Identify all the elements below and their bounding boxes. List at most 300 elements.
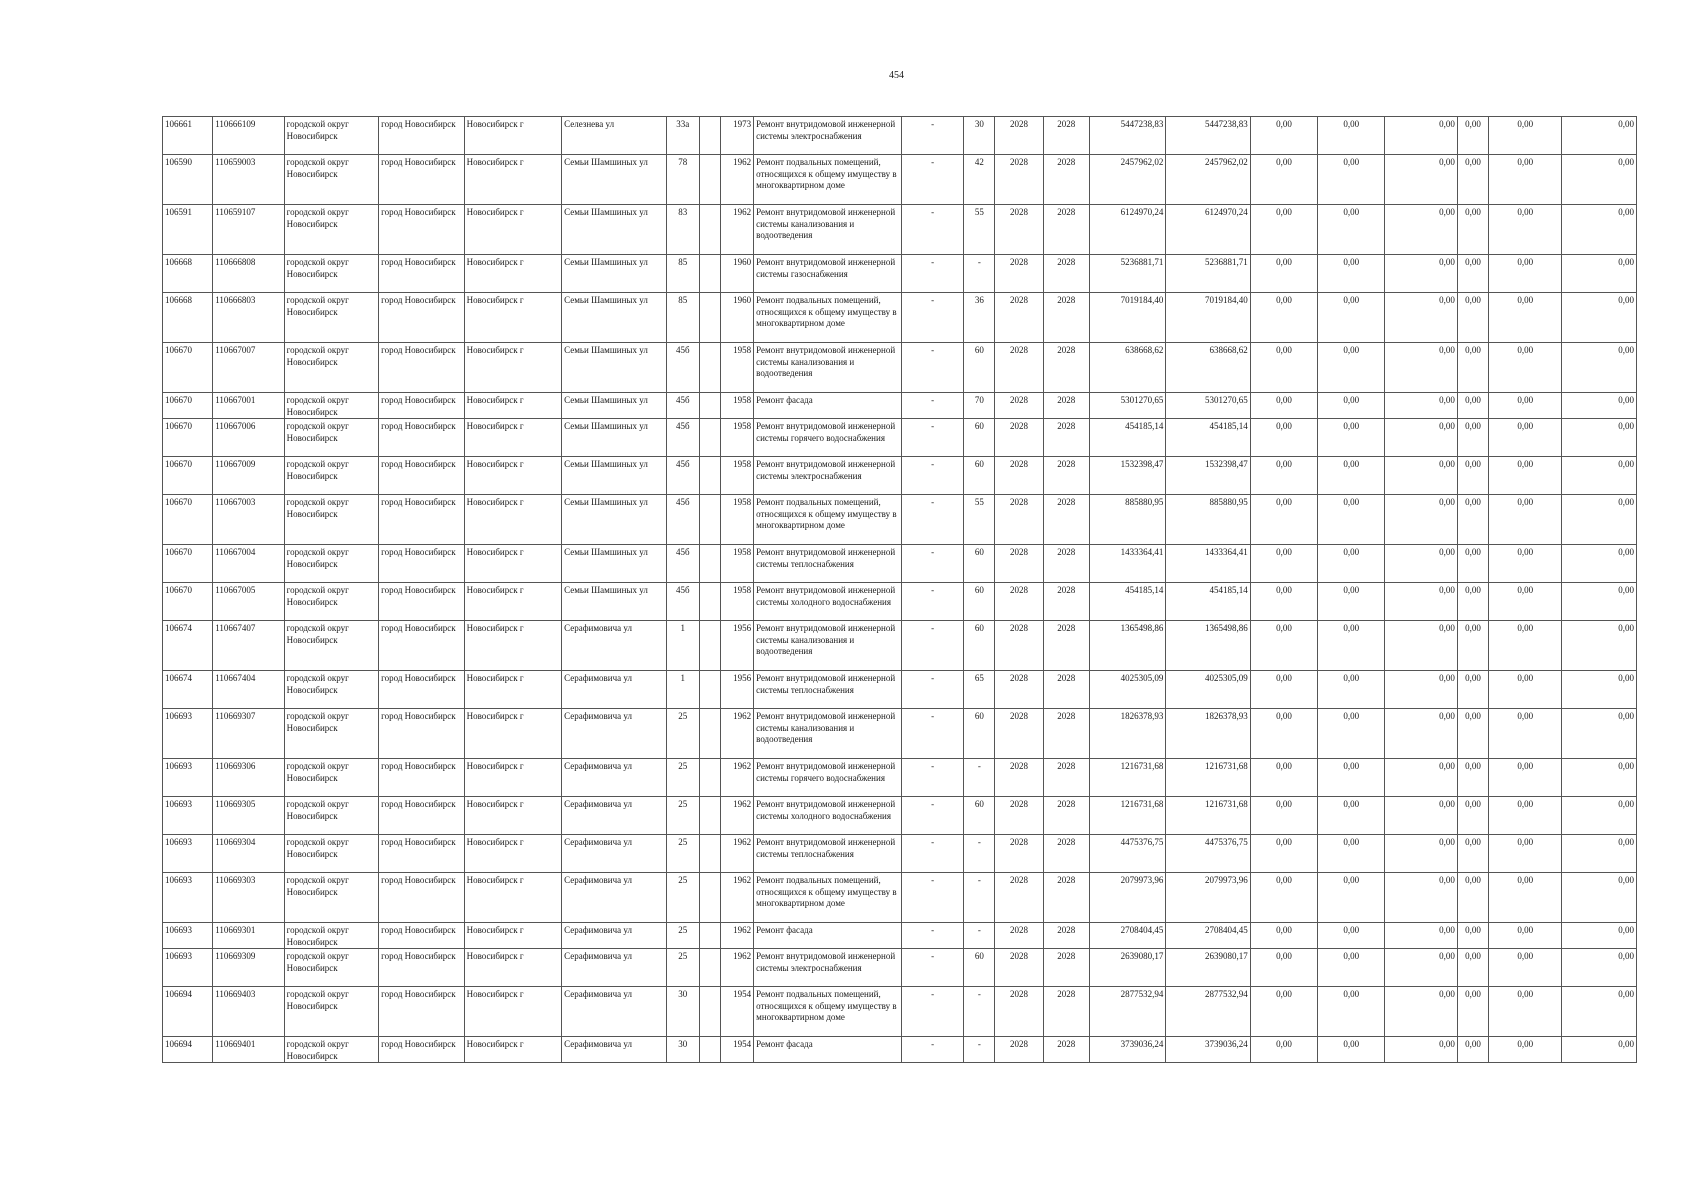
cell-city: Новосибирск г: [464, 495, 562, 545]
cell-record-id: 106670: [163, 457, 213, 495]
cell-municipality: городской округ Новосибирск: [284, 457, 379, 495]
cell-plan-year-end: 2028: [1043, 495, 1089, 545]
cell-wear-percent: 60: [964, 419, 995, 457]
cell-cost-other: 0,00: [1489, 117, 1562, 155]
cell-cost-owners: 0,00: [1457, 797, 1488, 835]
cell-settlement: город Новосибирск: [379, 393, 464, 419]
cell-cost-reserve: 0,00: [1562, 621, 1637, 671]
cell-plan-year-end: 2028: [1043, 873, 1089, 923]
cell-cost-other: 0,00: [1489, 709, 1562, 759]
cell-unit: -: [901, 583, 963, 621]
cell-record-id: 106693: [163, 835, 213, 873]
cell-service-id: 110667407: [213, 621, 284, 671]
cell-year-built: 1962: [720, 949, 753, 987]
cell-settlement: город Новосибирск: [379, 759, 464, 797]
cell-cost-other: 0,00: [1489, 671, 1562, 709]
cell-city: Новосибирск г: [464, 457, 562, 495]
cell-plan-year-end: 2028: [1043, 155, 1089, 205]
cell-unit: -: [901, 457, 963, 495]
cell-cost-owners: 0,00: [1457, 583, 1488, 621]
cell-house-number: 45б: [666, 419, 699, 457]
cell-plan-year-end: 2028: [1043, 949, 1089, 987]
cell-cost-regional: 0,00: [1318, 759, 1385, 797]
cell-house-number: 1: [666, 621, 699, 671]
cell-cost-fund: 2708404,45: [1166, 923, 1250, 949]
cell-cost-other: 0,00: [1489, 419, 1562, 457]
cell-cost-regional: 0,00: [1318, 835, 1385, 873]
cell-plan-year-end: 2028: [1043, 671, 1089, 709]
cell-municipality: городской округ Новосибирск: [284, 255, 379, 293]
cell-street: Семьи Шамшиных ул: [562, 419, 667, 457]
cell-building: [699, 155, 720, 205]
cell-work-type: Ремонт внутридомовой инженерной системы электроснабжения: [754, 457, 902, 495]
cell-cost-total: 4025305,09: [1089, 671, 1165, 709]
cell-municipality: городской округ Новосибирск: [284, 835, 379, 873]
cell-cost-federal: 0,00: [1250, 393, 1317, 419]
cell-cost-owners: 0,00: [1457, 293, 1488, 343]
cell-cost-fund: 2457962,02: [1166, 155, 1250, 205]
cell-municipality: городской округ Новосибирск: [284, 709, 379, 759]
cell-cost-fund: 1216731,68: [1166, 759, 1250, 797]
cell-cost-fund: 5301270,65: [1166, 393, 1250, 419]
cell-unit: -: [901, 923, 963, 949]
cell-work-type: Ремонт внутридомовой инженерной системы холодного водоснабжения: [754, 797, 902, 835]
cell-house-number: 45б: [666, 495, 699, 545]
cell-house-number: 25: [666, 835, 699, 873]
cell-cost-owners: 0,00: [1457, 987, 1488, 1037]
cell-wear-percent: -: [964, 923, 995, 949]
cell-street: Семьи Шамшиных ул: [562, 205, 667, 255]
table-row: [163, 1037, 1637, 1063]
cell-cost-federal: 0,00: [1250, 923, 1317, 949]
cell-cost-owners: 0,00: [1457, 671, 1488, 709]
cell-cost-local: 0,00: [1385, 987, 1457, 1037]
table-row: [163, 797, 1637, 835]
cell-settlement: город Новосибирск: [379, 949, 464, 987]
cell-settlement: город Новосибирск: [379, 117, 464, 155]
cell-record-id: 106693: [163, 873, 213, 923]
cell-wear-percent: 36: [964, 293, 995, 343]
cell-city: Новосибирск г: [464, 1037, 562, 1063]
cell-city: Новосибирск г: [464, 205, 562, 255]
cell-street: Семьи Шамшиных ул: [562, 457, 667, 495]
cell-settlement: город Новосибирск: [379, 923, 464, 949]
table-row: [163, 293, 1637, 343]
cell-street: Серафимовича ул: [562, 949, 667, 987]
cell-unit: -: [901, 343, 963, 393]
cell-street: Серафимовича ул: [562, 873, 667, 923]
cell-cost-other: 0,00: [1489, 987, 1562, 1037]
table-row: [163, 393, 1637, 419]
cell-cost-other: 0,00: [1489, 835, 1562, 873]
cell-service-id: 110666109: [213, 117, 284, 155]
cell-record-id: 106693: [163, 923, 213, 949]
cell-unit: -: [901, 393, 963, 419]
cell-plan-year-end: 2028: [1043, 1037, 1089, 1063]
cell-year-built: 1958: [720, 545, 753, 583]
cell-plan-year-end: 2028: [1043, 759, 1089, 797]
cell-wear-percent: -: [964, 987, 995, 1037]
cell-cost-owners: 0,00: [1457, 1037, 1488, 1063]
cell-wear-percent: 60: [964, 583, 995, 621]
cell-cost-regional: 0,00: [1318, 873, 1385, 923]
cell-record-id: 106674: [163, 671, 213, 709]
cell-record-id: 106590: [163, 155, 213, 205]
cell-cost-total: 2457962,02: [1089, 155, 1165, 205]
cell-plan-year-start: 2028: [995, 255, 1043, 293]
cell-cost-federal: 0,00: [1250, 835, 1317, 873]
cell-cost-federal: 0,00: [1250, 419, 1317, 457]
cell-cost-local: 0,00: [1385, 621, 1457, 671]
cell-cost-fund: 1216731,68: [1166, 797, 1250, 835]
cell-building: [699, 797, 720, 835]
cell-settlement: город Новосибирск: [379, 835, 464, 873]
cell-plan-year-end: 2028: [1043, 343, 1089, 393]
cell-city: Новосибирск г: [464, 671, 562, 709]
cell-cost-fund: 3739036,24: [1166, 1037, 1250, 1063]
cell-city: Новосибирск г: [464, 797, 562, 835]
cell-street: Семьи Шамшиных ул: [562, 343, 667, 393]
page-number: 454: [889, 70, 904, 81]
cell-plan-year-start: 2028: [995, 495, 1043, 545]
cell-cost-fund: 5447238,83: [1166, 117, 1250, 155]
cell-year-built: 1958: [720, 393, 753, 419]
cell-cost-other: 0,00: [1489, 205, 1562, 255]
cell-settlement: город Новосибирск: [379, 155, 464, 205]
cell-unit: -: [901, 709, 963, 759]
cell-building: [699, 671, 720, 709]
table-row: [163, 545, 1637, 583]
cell-work-type: Ремонт подвальных помещений, относящихся к общему имуществу в многоквартирном доме: [754, 155, 902, 205]
cell-cost-total: 6124970,24: [1089, 205, 1165, 255]
cell-cost-fund: 2639080,17: [1166, 949, 1250, 987]
cell-cost-total: 2639080,17: [1089, 949, 1165, 987]
cell-cost-fund: 7019184,40: [1166, 293, 1250, 343]
cell-building: [699, 293, 720, 343]
cell-municipality: городской округ Новосибирск: [284, 343, 379, 393]
cell-cost-federal: 0,00: [1250, 457, 1317, 495]
cell-service-id: 110667009: [213, 457, 284, 495]
cell-cost-reserve: 0,00: [1562, 545, 1637, 583]
cell-building: [699, 419, 720, 457]
cell-plan-year-end: 2028: [1043, 621, 1089, 671]
cell-cost-fund: 2877532,94: [1166, 987, 1250, 1037]
cell-cost-federal: 0,00: [1250, 343, 1317, 393]
cell-cost-reserve: 0,00: [1562, 343, 1637, 393]
cell-cost-total: 1216731,68: [1089, 797, 1165, 835]
cell-city: Новосибирск г: [464, 621, 562, 671]
cell-plan-year-start: 2028: [995, 583, 1043, 621]
table-row: [163, 621, 1637, 671]
cell-cost-reserve: 0,00: [1562, 797, 1637, 835]
cell-plan-year-start: 2028: [995, 797, 1043, 835]
cell-cost-fund: 454185,14: [1166, 419, 1250, 457]
cell-wear-percent: 60: [964, 545, 995, 583]
cell-city: Новосибирск г: [464, 343, 562, 393]
cell-cost-total: 1826378,93: [1089, 709, 1165, 759]
cell-plan-year-end: 2028: [1043, 393, 1089, 419]
cell-municipality: городской округ Новосибирск: [284, 293, 379, 343]
cell-city: Новосибирск г: [464, 759, 562, 797]
cell-street: Серафимовича ул: [562, 923, 667, 949]
cell-unit: -: [901, 1037, 963, 1063]
cell-street: Серафимовича ул: [562, 797, 667, 835]
cell-cost-other: 0,00: [1489, 1037, 1562, 1063]
table-row: [163, 495, 1637, 545]
cell-cost-reserve: 0,00: [1562, 419, 1637, 457]
cell-cost-other: 0,00: [1489, 457, 1562, 495]
cell-house-number: 45б: [666, 393, 699, 419]
cell-municipality: городской округ Новосибирск: [284, 583, 379, 621]
cell-house-number: 45б: [666, 545, 699, 583]
cell-cost-owners: 0,00: [1457, 255, 1488, 293]
cell-service-id: 110669307: [213, 709, 284, 759]
cell-year-built: 1962: [720, 759, 753, 797]
cell-house-number: 25: [666, 797, 699, 835]
cell-service-id: 110667001: [213, 393, 284, 419]
cell-cost-fund: 1532398,47: [1166, 457, 1250, 495]
cell-year-built: 1962: [720, 709, 753, 759]
cell-cost-regional: 0,00: [1318, 255, 1385, 293]
cell-building: [699, 835, 720, 873]
cell-cost-local: 0,00: [1385, 671, 1457, 709]
cell-work-type: Ремонт фасада: [754, 393, 902, 419]
cell-municipality: городской округ Новосибирск: [284, 545, 379, 583]
cell-cost-local: 0,00: [1385, 255, 1457, 293]
cell-cost-reserve: 0,00: [1562, 835, 1637, 873]
cell-year-built: 1962: [720, 873, 753, 923]
cell-wear-percent: -: [964, 1037, 995, 1063]
cell-cost-regional: 0,00: [1318, 1037, 1385, 1063]
cell-cost-total: 3739036,24: [1089, 1037, 1165, 1063]
cell-record-id: 106694: [163, 1037, 213, 1063]
cell-unit: -: [901, 949, 963, 987]
cell-city: Новосибирск г: [464, 987, 562, 1037]
cell-street: Серафимовича ул: [562, 759, 667, 797]
table-row: [163, 117, 1637, 155]
cell-building: [699, 709, 720, 759]
cell-cost-regional: 0,00: [1318, 155, 1385, 205]
cell-year-built: 1956: [720, 621, 753, 671]
cell-settlement: город Новосибирск: [379, 797, 464, 835]
cell-service-id: 110667007: [213, 343, 284, 393]
cell-cost-federal: 0,00: [1250, 987, 1317, 1037]
cell-cost-regional: 0,00: [1318, 671, 1385, 709]
cell-cost-owners: 0,00: [1457, 835, 1488, 873]
cell-cost-reserve: 0,00: [1562, 155, 1637, 205]
cell-work-type: Ремонт внутридомовой инженерной системы холодного водоснабжения: [754, 583, 902, 621]
cell-cost-federal: 0,00: [1250, 117, 1317, 155]
cell-work-type: Ремонт внутридомовой инженерной системы электроснабжения: [754, 117, 902, 155]
cell-municipality: городской округ Новосибирск: [284, 495, 379, 545]
cell-year-built: 1958: [720, 495, 753, 545]
cell-record-id: 106693: [163, 709, 213, 759]
cell-settlement: город Новосибирск: [379, 419, 464, 457]
cell-cost-total: 885880,95: [1089, 495, 1165, 545]
cell-cost-total: 1532398,47: [1089, 457, 1165, 495]
cell-cost-fund: 1826378,93: [1166, 709, 1250, 759]
cell-year-built: 1962: [720, 155, 753, 205]
cell-municipality: городской округ Новосибирск: [284, 671, 379, 709]
cell-cost-federal: 0,00: [1250, 671, 1317, 709]
cell-cost-other: 0,00: [1489, 495, 1562, 545]
cell-plan-year-end: 2028: [1043, 709, 1089, 759]
cell-plan-year-end: 2028: [1043, 205, 1089, 255]
cell-unit: -: [901, 155, 963, 205]
cell-city: Новосибирск г: [464, 583, 562, 621]
cell-cost-reserve: 0,00: [1562, 1037, 1637, 1063]
cell-municipality: городской округ Новосибирск: [284, 205, 379, 255]
cell-plan-year-start: 2028: [995, 419, 1043, 457]
cell-cost-federal: 0,00: [1250, 545, 1317, 583]
table-row: [163, 255, 1637, 293]
cell-unit: -: [901, 205, 963, 255]
cell-building: [699, 255, 720, 293]
cell-record-id: 106670: [163, 583, 213, 621]
cell-cost-owners: 0,00: [1457, 205, 1488, 255]
cell-cost-regional: 0,00: [1318, 621, 1385, 671]
cell-cost-federal: 0,00: [1250, 873, 1317, 923]
cell-cost-total: 5236881,71: [1089, 255, 1165, 293]
cell-work-type: Ремонт внутридомовой инженерной системы канализования и водоотведения: [754, 205, 902, 255]
cell-building: [699, 923, 720, 949]
cell-cost-regional: 0,00: [1318, 949, 1385, 987]
cell-cost-owners: 0,00: [1457, 419, 1488, 457]
cell-cost-owners: 0,00: [1457, 495, 1488, 545]
cell-cost-reserve: 0,00: [1562, 987, 1637, 1037]
cell-wear-percent: -: [964, 873, 995, 923]
cell-cost-reserve: 0,00: [1562, 495, 1637, 545]
cell-plan-year-start: 2028: [995, 709, 1043, 759]
cell-year-built: 1956: [720, 671, 753, 709]
cell-city: Новосибирск г: [464, 255, 562, 293]
cell-service-id: 110667006: [213, 419, 284, 457]
cell-record-id: 106693: [163, 759, 213, 797]
cell-unit: -: [901, 835, 963, 873]
cell-building: [699, 117, 720, 155]
cell-building: [699, 949, 720, 987]
cell-street: Серафимовича ул: [562, 621, 667, 671]
cell-service-id: 110669304: [213, 835, 284, 873]
cell-plan-year-end: 2028: [1043, 117, 1089, 155]
cell-service-id: 110659003: [213, 155, 284, 205]
cell-cost-regional: 0,00: [1318, 419, 1385, 457]
cell-settlement: город Новосибирск: [379, 293, 464, 343]
cell-cost-federal: 0,00: [1250, 495, 1317, 545]
cell-cost-regional: 0,00: [1318, 797, 1385, 835]
cell-wear-percent: -: [964, 759, 995, 797]
cell-cost-fund: 2079973,96: [1166, 873, 1250, 923]
cell-cost-other: 0,00: [1489, 393, 1562, 419]
cell-unit: -: [901, 797, 963, 835]
cell-cost-other: 0,00: [1489, 545, 1562, 583]
cell-municipality: городской округ Новосибирск: [284, 419, 379, 457]
cell-municipality: городской округ Новосибирск: [284, 759, 379, 797]
cell-year-built: 1958: [720, 457, 753, 495]
cell-unit: -: [901, 759, 963, 797]
cell-wear-percent: 70: [964, 393, 995, 419]
cell-record-id: 106694: [163, 987, 213, 1037]
cell-service-id: 110667003: [213, 495, 284, 545]
cell-cost-owners: 0,00: [1457, 949, 1488, 987]
cell-cost-owners: 0,00: [1457, 117, 1488, 155]
cell-wear-percent: 60: [964, 949, 995, 987]
cell-cost-total: 454185,14: [1089, 583, 1165, 621]
cell-work-type: Ремонт подвальных помещений, относящихся к общему имуществу в многоквартирном доме: [754, 495, 902, 545]
cell-cost-local: 0,00: [1385, 495, 1457, 545]
cell-record-id: 106670: [163, 545, 213, 583]
cell-building: [699, 621, 720, 671]
cell-cost-federal: 0,00: [1250, 583, 1317, 621]
cell-settlement: город Новосибирск: [379, 583, 464, 621]
cell-cost-reserve: 0,00: [1562, 117, 1637, 155]
table-row: [163, 457, 1637, 495]
cell-city: Новосибирск г: [464, 835, 562, 873]
cell-cost-other: 0,00: [1489, 949, 1562, 987]
cell-year-built: 1958: [720, 419, 753, 457]
cell-cost-other: 0,00: [1489, 155, 1562, 205]
cell-unit: -: [901, 987, 963, 1037]
cell-plan-year-start: 2028: [995, 1037, 1043, 1063]
cell-wear-percent: 30: [964, 117, 995, 155]
cell-cost-fund: 885880,95: [1166, 495, 1250, 545]
cell-unit: -: [901, 293, 963, 343]
cell-building: [699, 1037, 720, 1063]
cell-street: Семьи Шамшиных ул: [562, 255, 667, 293]
cell-cost-regional: 0,00: [1318, 709, 1385, 759]
cell-municipality: городской округ Новосибирск: [284, 155, 379, 205]
cell-settlement: город Новосибирск: [379, 709, 464, 759]
cell-cost-total: 5447238,83: [1089, 117, 1165, 155]
cell-cost-owners: 0,00: [1457, 545, 1488, 583]
cell-house-number: 25: [666, 759, 699, 797]
cell-service-id: 110669306: [213, 759, 284, 797]
cell-cost-other: 0,00: [1489, 255, 1562, 293]
cell-house-number: 78: [666, 155, 699, 205]
cell-cost-fund: 5236881,71: [1166, 255, 1250, 293]
cell-cost-local: 0,00: [1385, 343, 1457, 393]
cell-wear-percent: -: [964, 255, 995, 293]
cell-work-type: Ремонт внутридомовой инженерной системы горячего водоснабжения: [754, 419, 902, 457]
cell-plan-year-start: 2028: [995, 671, 1043, 709]
cell-work-type: Ремонт внутридомовой инженерной системы теплоснабжения: [754, 545, 902, 583]
cell-plan-year-start: 2028: [995, 293, 1043, 343]
cell-plan-year-start: 2028: [995, 835, 1043, 873]
cell-unit: -: [901, 255, 963, 293]
cell-building: [699, 393, 720, 419]
cell-municipality: городской округ Новосибирск: [284, 949, 379, 987]
table-row: [163, 835, 1637, 873]
cell-settlement: город Новосибирск: [379, 495, 464, 545]
cell-city: Новосибирск г: [464, 393, 562, 419]
cell-cost-owners: 0,00: [1457, 155, 1488, 205]
cell-cost-reserve: 0,00: [1562, 205, 1637, 255]
cell-municipality: городской округ Новосибирск: [284, 797, 379, 835]
cell-unit: -: [901, 117, 963, 155]
cell-plan-year-start: 2028: [995, 155, 1043, 205]
cell-house-number: 33а: [666, 117, 699, 155]
cell-city: Новосибирск г: [464, 117, 562, 155]
cell-wear-percent: 60: [964, 621, 995, 671]
cell-building: [699, 495, 720, 545]
cell-cost-reserve: 0,00: [1562, 293, 1637, 343]
cell-cost-regional: 0,00: [1318, 545, 1385, 583]
cell-street: Семьи Шамшиных ул: [562, 393, 667, 419]
cell-plan-year-end: 2028: [1043, 797, 1089, 835]
cell-wear-percent: 55: [964, 205, 995, 255]
cell-plan-year-start: 2028: [995, 457, 1043, 495]
cell-municipality: городской округ Новосибирск: [284, 117, 379, 155]
